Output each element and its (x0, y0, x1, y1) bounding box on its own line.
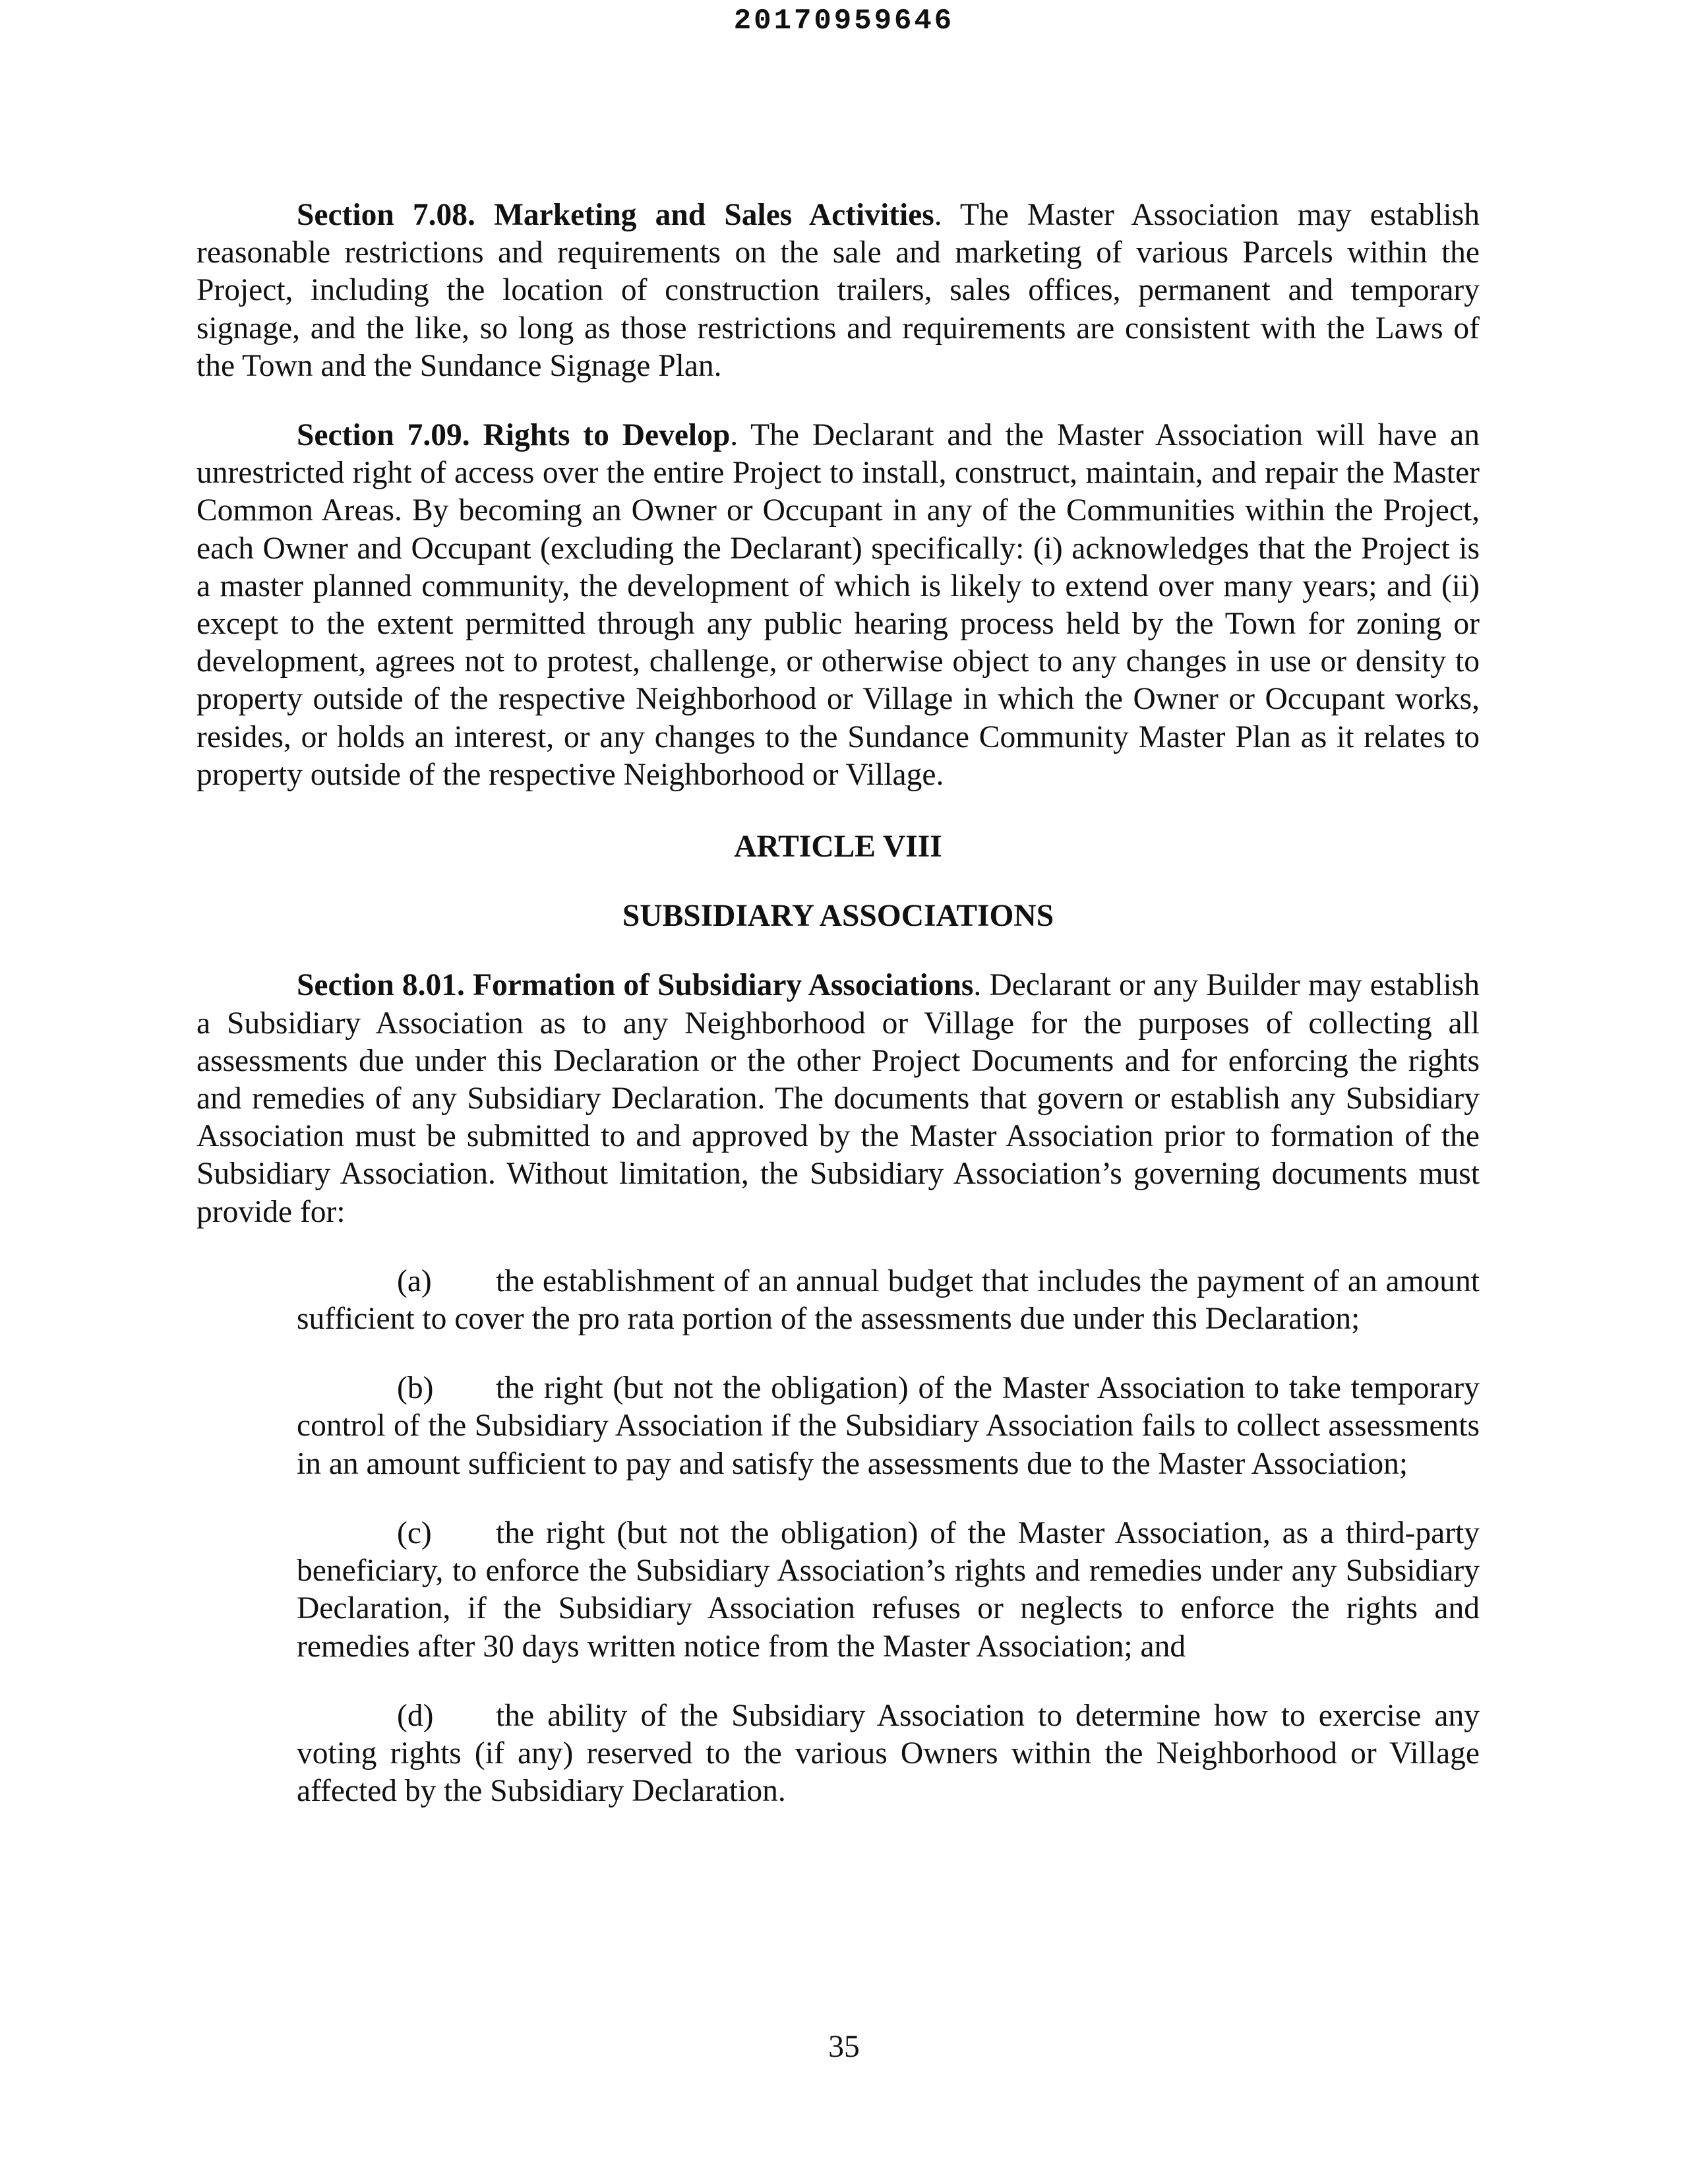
section-7-09-paragraph (196, 417, 1480, 794)
page-number: 35 (828, 2030, 860, 2064)
section-8-01-paragraph (196, 967, 1480, 1230)
section-7-08-text: . The Master Association may establish reasonable restrictions and requirements on the sale and marketing of various Parcels within the Project, including the location of construction trailers, sales offices, permanent and temporary signage, and the like, so long as those restrictions and requirements are consistent with the Laws of the Town and the Sundance Signage Plan. (196, 198, 1480, 383)
section-8-01-heading: Section 8.01. Formation of Subsidiary Associations (297, 968, 974, 1003)
list-item-label: (b) (397, 1371, 434, 1406)
list-item-text: the ability of the Subsidiary Association to determine how to exercise any voting rights (if any) reserved to the various Owners within the Neighborhood or Village affected by the Subsidiary Declaration. (297, 1698, 1480, 1809)
list-item-text: the right (but not the obligation) of the Master Association to take temporary control of the Subsidiary Association if the Subsidiary Association fails to collect assessments in an amount sufficient to pay and satisfy the assessments due to the Master Association; (297, 1371, 1480, 1481)
list-item-a (297, 1263, 1480, 1338)
list-item-label: (a) (397, 1263, 432, 1298)
list-item-text: the right (but not the obligation) of the Master Association, as a third-party beneficiary, to enforce the Subsidiary Association’s rights and remedies under any Subsidiary Declaration, if the Subsidiary Association refuses or neglects to enforce the rights and remedies after 30 days written notice from the Master Association; and (297, 1515, 1480, 1664)
document-number: 20170959646 (733, 5, 955, 38)
list-item-c (297, 1515, 1480, 1666)
section-7-09-text: . The Declarant and the Master Association will have an unrestricted right of access over the entire Project to install, construct, maintain, and repair the Master Common Areas. By becoming an Owner or Occupant in any of the Communities within the Project, each Owner and Occupant (excluding the Declarant) specifically: (i) acknowledges that the Project is a master planned community, the development of which is likely to extend over many years; and (ii) except to the extent permitted through any public hearing process held by the Town for zoning or development, agrees not to protest, challenge, or otherwise object to any changes in use or density to property outside of the respective Neighborhood or Village in which the Owner or Occupant works, resides, or holds an interest, or any changes to the Sundance Community Master Plan as it relates to property outside of the respective Neighborhood or Village. (196, 418, 1480, 792)
section-7-08-paragraph (196, 197, 1480, 385)
list-item-label: (c) (397, 1515, 432, 1550)
list-item-d (297, 1697, 1480, 1811)
section-7-09-heading: Section 7.09. Rights to Develop (297, 418, 731, 453)
list-item-label: (d) (397, 1698, 434, 1733)
list-item-b (297, 1370, 1480, 1483)
section-8-01-text: . Declarant or any Builder may establish a Subsidiary Association as to any Neighborhood or Village for the purposes of collecting all assessments due under this Declaration or the other Project Documents and for enforcing the rights and remedies of any Subsidiary Declaration. The documents that govern or establish any Subsidiary Association must be submitted to and approved by the Master Association prior to formation of the Subsidiary Association. Without limitation, the Subsidiary Association’s governing documents must provide for: (196, 968, 1480, 1229)
article-title: SUBSIDIARY ASSOCIATIONS (622, 899, 1054, 934)
page-body (196, 197, 1480, 1810)
list-item-text: the establishment of an annual budget that includes the payment of an amount sufficient to cover the pro rata portion of the assessments due under this Declaration; (297, 1263, 1480, 1337)
section-7-08-heading: Section 7.08. Marketing and Sales Activities (297, 198, 934, 232)
article-number: ARTICLE VIII (734, 830, 942, 864)
